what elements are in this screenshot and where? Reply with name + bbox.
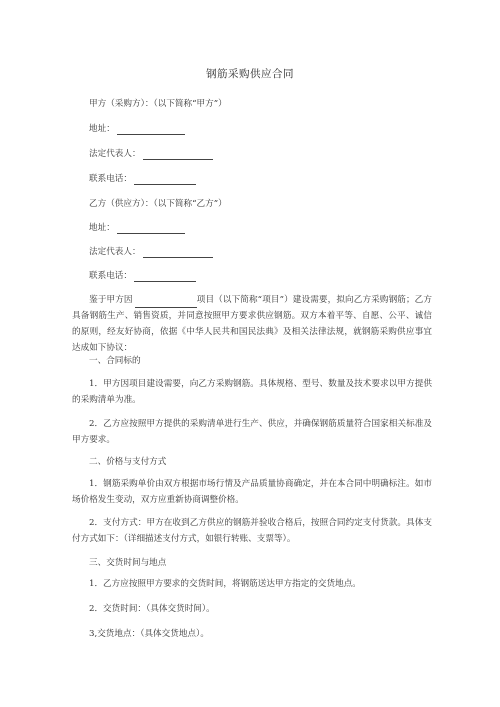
party-b-phone-label: 联系电话：: [89, 271, 132, 281]
party-a-rep: [89, 149, 213, 160]
party-a-phone-label: 联系电话：: [89, 174, 132, 184]
section-2-item-2: [72, 515, 432, 547]
party-b-address-blank: [117, 224, 185, 234]
section-3-item-2: [72, 601, 432, 617]
section-3-item-2-text: 2．交货时间：（具体交货时间）。: [89, 604, 215, 614]
party-b-rep-blank: [143, 248, 213, 258]
section-1-item-1: [72, 376, 432, 408]
section-3-item-1: [72, 576, 432, 592]
party-b-address-label: 地址：: [89, 223, 115, 233]
section-3-item-3-text: 3,交货地点：（具体交货地点）。: [89, 629, 209, 639]
party-a-address-blank: [117, 125, 185, 135]
party-a-address: [89, 124, 185, 135]
party-b-rep: [89, 247, 213, 258]
section-3-item-1-text: 1．乙方应按照甲方要求的交货时间，将钢筋送达甲方指定的交货地点。: [89, 579, 361, 589]
section-1-heading: 一、合同标的: [89, 356, 141, 366]
party-a-rep-blank: [143, 150, 213, 160]
section-3-heading: 三、交货时间与地点: [89, 558, 167, 568]
party-b-rep-label: 法定代表人：: [89, 247, 141, 257]
preamble-paragraph: [72, 292, 432, 356]
preamble-part1: 鉴于甲方因: [89, 295, 133, 305]
section-1-item-1-text: 1．甲方因项目建设需要，向乙方采购钢筋。具体规格、型号、数量及技术要求以甲方提供的采购清单为准。: [72, 379, 432, 405]
party-b-heading: 乙方（供应方）：（以下简称“乙方”）: [89, 199, 227, 209]
preamble-part2: 项目（以下简称“项目”）建设需要，拟向乙方采购钢筋；乙方具备钢筋生产、销售资质，并同意按照甲方要求供应钢筋。双方本着平等、自愿、公平、诚信的原则，经友好协商，依据《中华人民共和国民法典》及相关法律法规，就钢筋采购供应事宜达成如下协议：: [72, 295, 432, 353]
section-2-item-1: [72, 476, 432, 508]
party-b-phone-blank: [134, 272, 196, 282]
section-2-item-1-text: 1．钢筋采购单价由双方根据市场行情及产品质量协商确定，并在本合同中明确标注。如市场价格发生变动，双方应重新协商调整价格。: [72, 479, 432, 505]
party-a-phone: [89, 174, 196, 185]
section-3-item-3: [72, 626, 432, 642]
section-2-heading: 二、价格与支付方式: [89, 457, 167, 467]
party-a-phone-blank: [134, 175, 196, 185]
party-b-phone: [89, 271, 196, 282]
section-1-item-2-text: 2．乙方应按照甲方提供的采购清单进行生产、供应，并确保钢筋质量符合国家相关标准及甲方要求。: [72, 419, 432, 445]
party-a-heading: 甲方（采购方）：（以下简称“甲方”）: [89, 99, 227, 109]
project-name-blank: [135, 298, 197, 308]
document-title: 钢筋采购供应合同: [206, 68, 294, 80]
party-b-address: [89, 223, 185, 234]
party-a-address-label: 地址：: [89, 124, 115, 134]
party-a-rep-label: 法定代表人：: [89, 149, 141, 159]
section-1-item-2: [72, 416, 432, 448]
section-2-item-2-text: 2．支付方式：甲方在收到乙方供应的钢筋并验收合格后，按照合同约定支付货款。具体支付方式如下：（详细描述支付方式，如银行转账、支票等）。: [72, 518, 432, 544]
